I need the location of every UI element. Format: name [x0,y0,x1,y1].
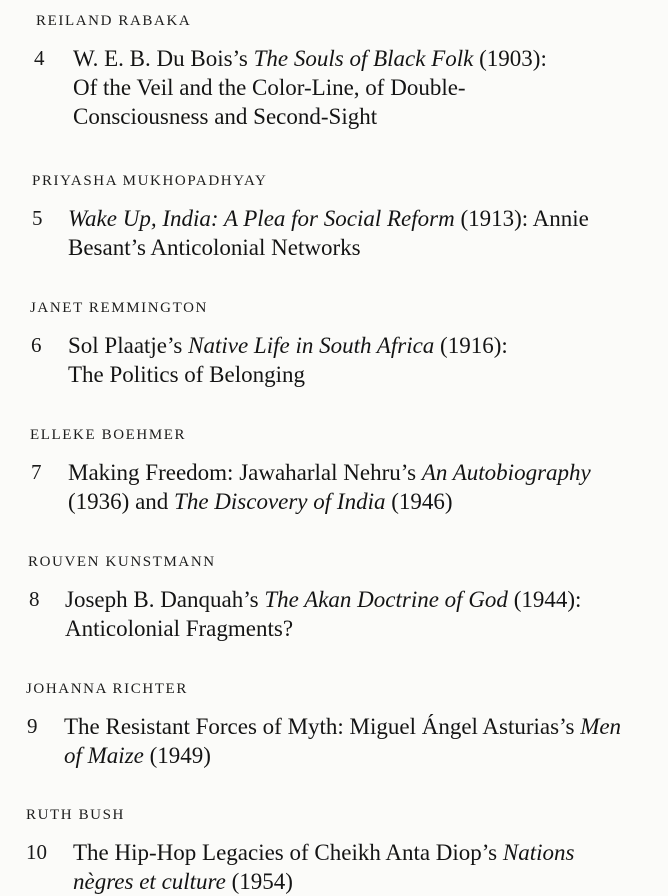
toc-entry [0,551,640,643]
author-name: PRIYASHA MUKHOPADHYAY [32,173,268,189]
title-line: The Resistant Forces of Myth: Miguel Ángel Asturias’s Men [64,714,622,739]
author-name: JANET REMMINGTON [30,300,208,316]
author-name: REILAND RABAKA [36,13,192,29]
toc-entry [0,678,640,770]
title-line: Wake Up, India: A Plea for Social Reform (1913): Annie [68,206,589,231]
title-line: nègres et culture (1954) [73,869,293,894]
title-line: Besant’s Anticolonial Networks [68,235,361,260]
toc-entry [0,10,640,131]
title-line: Joseph B. Danquah’s The Akan Doctrine of God (1944): [65,587,582,612]
chapter-item[interactable] [0,712,640,770]
chapter-title[interactable] [0,331,640,389]
chapter-title[interactable] [0,585,640,643]
title-line: of Maize (1949) [64,743,211,768]
title-line: The Hip-Hop Legacies of Cheikh Anta Diop’s Nations [73,840,575,865]
author-name: JOHANNA RICHTER [26,681,188,697]
author-name: ELLEKE BOEHMER [30,427,187,443]
chapter-item[interactable] [0,585,640,643]
chapter-item[interactable] [0,458,640,516]
chapter-title[interactable] [0,44,640,131]
chapter-title[interactable] [0,204,640,262]
title-line: Anticolonial Fragments? [65,616,294,641]
title-line: Consciousness and Second-Sight [73,104,378,129]
chapter-item[interactable] [0,331,640,389]
toc-entry [0,297,640,389]
chapter-number: 5 [32,206,43,230]
chapter-number: 10 [26,840,47,864]
chapter-title[interactable] [0,712,640,770]
title-line: The Politics of Belonging [68,362,306,387]
chapter-number: 8 [29,587,40,611]
chapter-number: 6 [31,333,42,357]
chapter-item[interactable] [0,838,640,896]
author-name: ROUVEN KUNSTMANN [28,554,216,570]
chapter-number: 4 [34,46,45,70]
title-line: (1936) and The Discovery of India (1946) [68,489,453,514]
chapter-title[interactable] [0,458,640,516]
title-line: W. E. B. Du Bois’s The Souls of Black Folk (1903): [73,46,547,71]
author-name: RUTH BUSH [26,807,125,823]
title-line: Making Freedom: Jawaharlal Nehru’s An Autobiography [68,460,591,485]
chapter-item[interactable] [0,44,640,131]
title-line: Of the Veil and the Color-Line, of Double- [73,75,466,100]
chapter-number: 9 [27,714,38,738]
toc-entry [0,170,640,262]
title-line: Sol Plaatje’s Native Life in South Africa (1916): [68,333,508,358]
chapter-title[interactable] [0,838,640,896]
chapter-number: 7 [31,460,42,484]
toc-entry [0,804,640,896]
chapter-item[interactable] [0,204,640,262]
toc-entry [0,424,640,516]
